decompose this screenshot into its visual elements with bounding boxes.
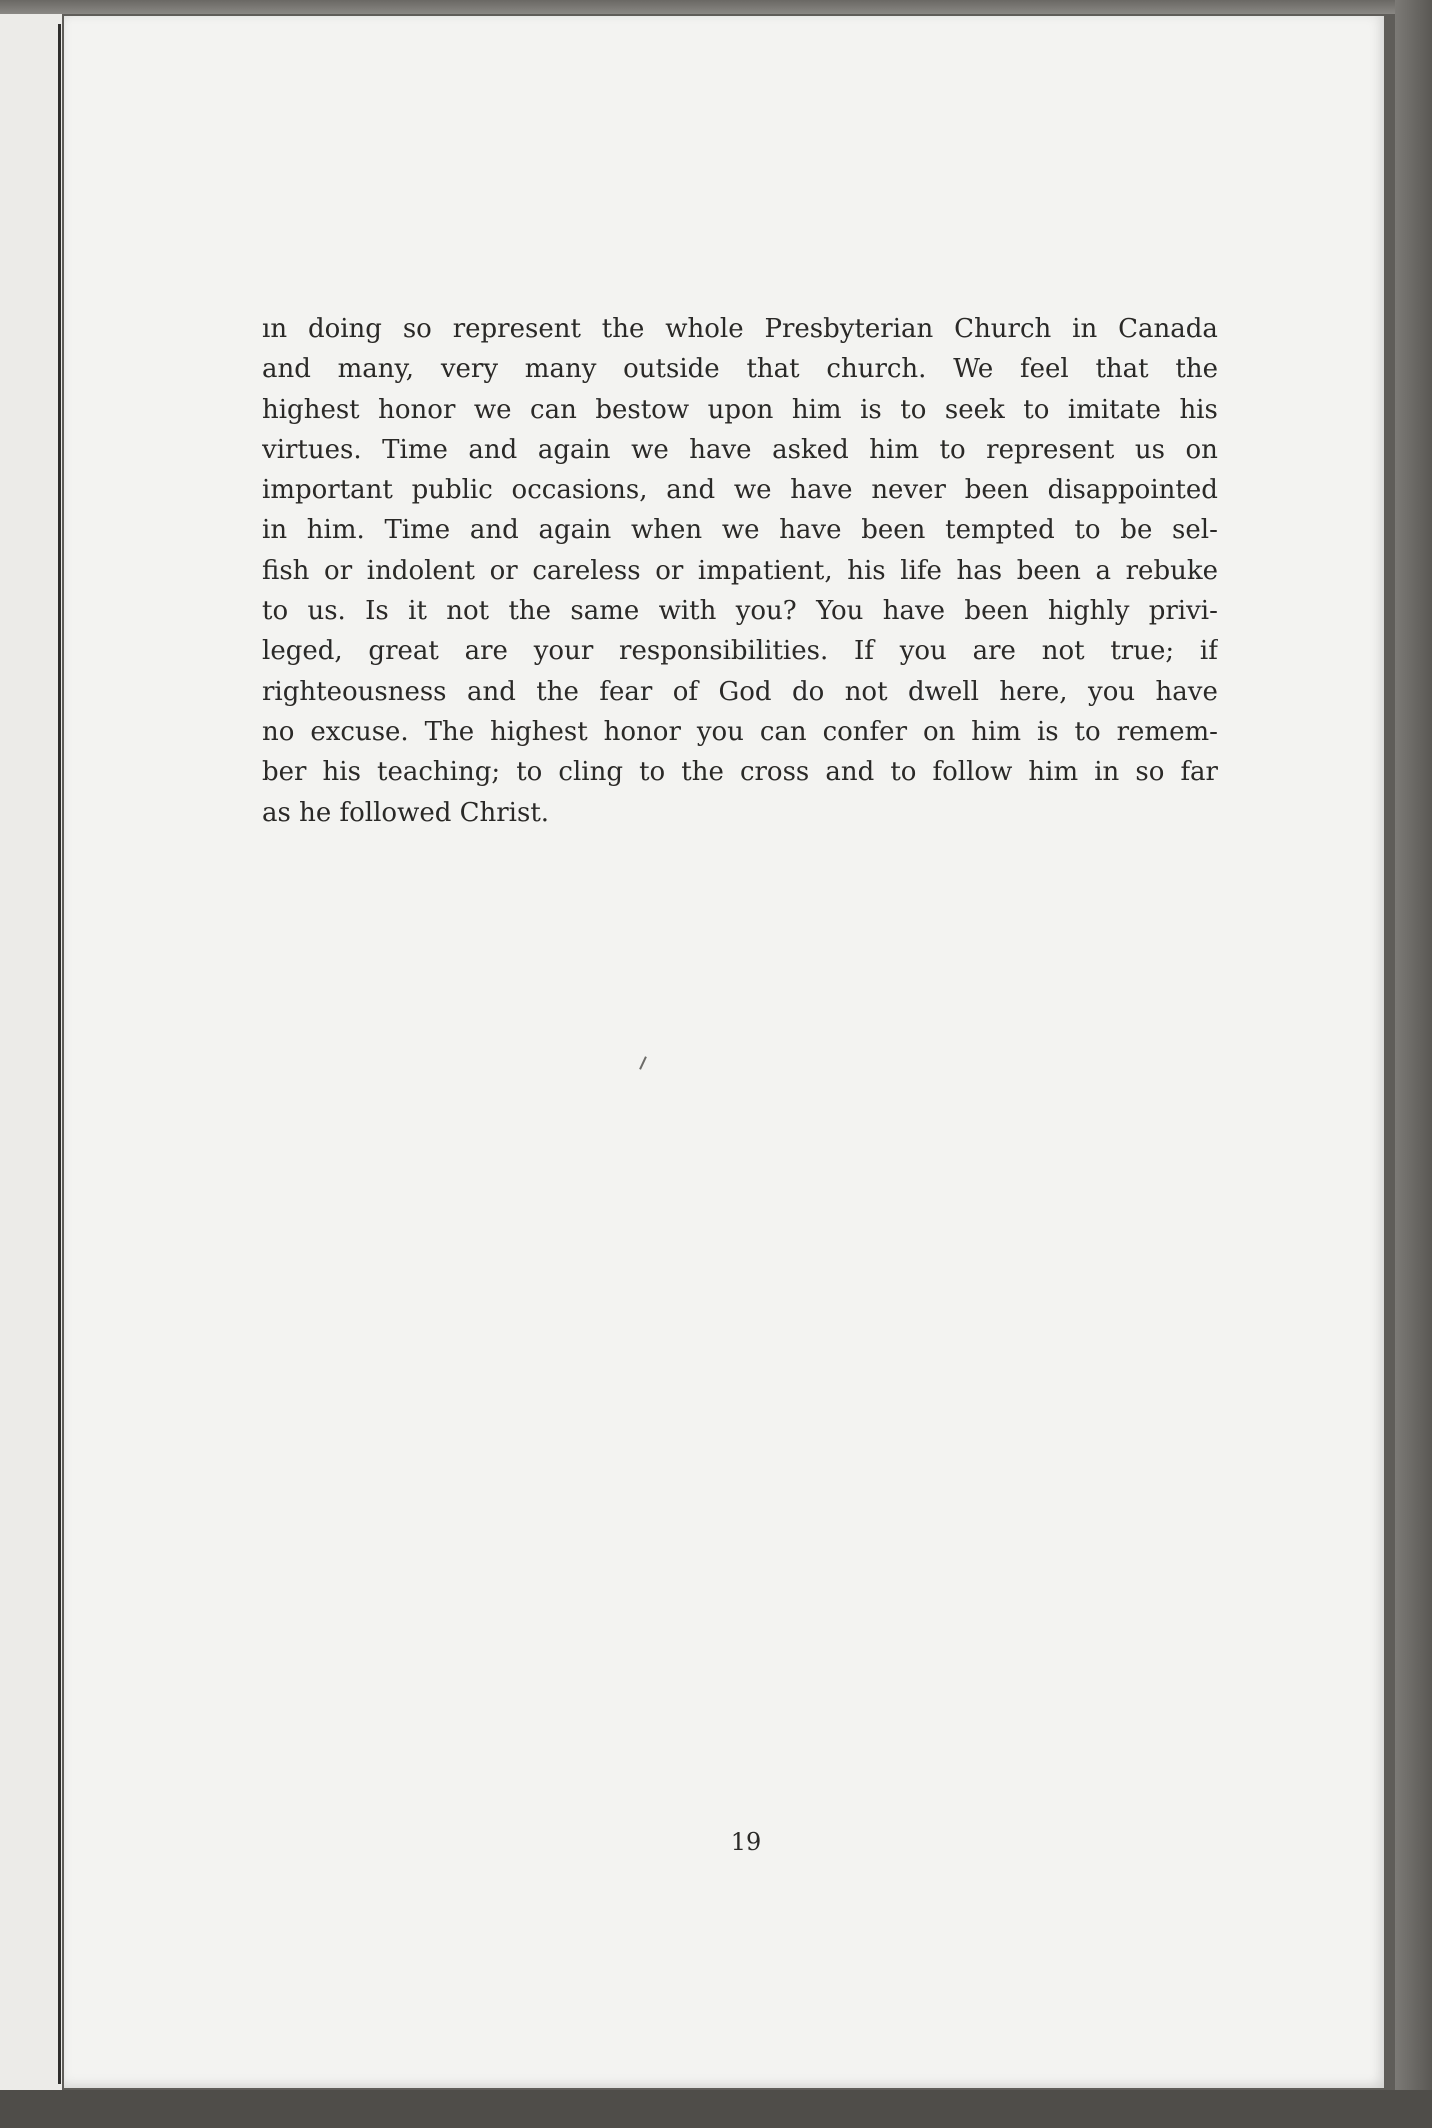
word: doing <box>307 314 382 344</box>
word: him <box>869 434 919 465</box>
word: highly <box>1047 596 1130 627</box>
word: us. <box>307 596 346 627</box>
scan-background-bottom <box>0 2090 1432 2128</box>
word: teaching; <box>377 757 501 788</box>
word: to <box>1074 716 1101 747</box>
word: you? <box>735 596 797 627</box>
word: represent <box>452 314 581 344</box>
word: his <box>847 555 886 586</box>
word: and <box>469 515 519 546</box>
word: we <box>473 394 512 425</box>
text-line <box>262 631 1218 671</box>
word: excuse. <box>310 716 409 747</box>
word: is <box>1036 716 1059 747</box>
word: you <box>696 716 744 747</box>
word: it <box>408 596 427 627</box>
word: to <box>1023 394 1050 425</box>
word: him <box>1028 757 1079 788</box>
word: and <box>262 354 311 385</box>
word: Time <box>384 515 451 546</box>
word: public <box>411 475 493 506</box>
word: You <box>816 596 864 627</box>
body-paragraph <box>262 309 1218 833</box>
word: bestow <box>595 394 690 425</box>
word: a <box>1095 555 1112 586</box>
word: true; <box>1110 636 1175 667</box>
word: on <box>922 716 956 747</box>
word: ın <box>262 314 288 344</box>
word: the <box>681 757 724 788</box>
word: to <box>1074 515 1101 546</box>
word: Is <box>365 596 389 627</box>
word: very <box>440 354 499 385</box>
word: to <box>900 394 927 425</box>
word: in <box>1094 757 1120 788</box>
word: If <box>854 636 874 667</box>
word: cross <box>739 757 810 788</box>
word: Time <box>382 434 448 465</box>
word: can <box>759 716 807 747</box>
word: you <box>899 636 947 667</box>
word: dwell <box>907 676 979 707</box>
word: honor <box>603 716 681 747</box>
word: we <box>721 515 760 546</box>
word: feel <box>1019 354 1069 385</box>
word: the <box>601 314 645 344</box>
word: of <box>672 676 698 707</box>
word: us <box>1134 434 1165 465</box>
word: asked <box>772 434 849 465</box>
text-line <box>262 712 1218 752</box>
word: impatient, <box>697 555 833 586</box>
word: has <box>956 555 1003 586</box>
word: follow <box>932 757 1013 788</box>
text-line <box>262 752 1218 792</box>
word: have <box>689 434 752 465</box>
word: when <box>630 515 703 546</box>
word: remem- <box>1116 716 1218 747</box>
word: indolent <box>366 555 476 586</box>
word: in <box>1072 314 1098 344</box>
word: to <box>890 757 917 788</box>
word: rebuke <box>1125 555 1218 586</box>
word: to <box>262 596 289 627</box>
word: fear <box>599 676 653 707</box>
word: not <box>446 596 490 627</box>
word: leged, <box>262 636 343 667</box>
word: have <box>779 515 842 546</box>
word: to <box>939 434 966 465</box>
word: so <box>402 314 432 344</box>
word: to <box>639 757 666 788</box>
word: that <box>1095 354 1149 385</box>
word: him <box>971 716 1021 747</box>
ink-speck <box>639 1056 647 1070</box>
word: tempted <box>945 515 1055 546</box>
word: whole <box>665 314 744 344</box>
word: imitate <box>1067 394 1161 425</box>
text-line: as he followed Christ. <box>262 797 550 828</box>
word: fish <box>262 555 310 586</box>
text-line <box>262 672 1218 712</box>
word: disappointed <box>1047 475 1218 506</box>
word: his <box>1179 394 1218 425</box>
page-number: 19 <box>730 1828 762 1856</box>
word: with <box>658 596 717 627</box>
word: if <box>1199 636 1218 667</box>
word: many <box>524 354 597 385</box>
word: We <box>953 354 994 385</box>
word: and <box>468 434 518 465</box>
text-line <box>262 430 1218 470</box>
text-line <box>262 591 1218 631</box>
word: virtues. <box>262 434 362 465</box>
word: never <box>871 475 946 506</box>
word: and <box>466 676 516 707</box>
word: be <box>1120 515 1153 546</box>
word: sel- <box>1172 515 1218 546</box>
facing-page-edge <box>0 14 62 2090</box>
word: Presbyterian <box>764 314 934 344</box>
word: careless <box>532 555 641 586</box>
word: Church <box>954 314 1052 344</box>
word: again <box>537 434 611 465</box>
word: same <box>570 596 640 627</box>
word: God <box>718 676 772 707</box>
word: been <box>861 515 926 546</box>
word: been <box>964 475 1029 506</box>
word: or <box>655 555 684 586</box>
word: you <box>1088 676 1136 707</box>
word: are <box>464 636 508 667</box>
word: we <box>631 434 669 465</box>
scan-background-right <box>1395 0 1432 2128</box>
word: church. <box>826 354 927 385</box>
text-line <box>262 510 1218 550</box>
word: responsibilities. <box>619 636 829 667</box>
word: honor <box>378 394 456 425</box>
word: righteousness <box>262 676 447 707</box>
word: outside <box>623 354 720 385</box>
word: and <box>666 475 716 506</box>
word: the <box>536 676 579 707</box>
word: important <box>262 475 393 506</box>
word: do <box>791 676 825 707</box>
word: are <box>972 636 1016 667</box>
word: and <box>825 757 875 788</box>
word: ber <box>262 757 307 788</box>
text-line <box>262 470 1218 510</box>
word: not <box>844 676 888 707</box>
word: have <box>882 596 946 627</box>
word: to <box>516 757 543 788</box>
word: great <box>368 636 439 667</box>
text-line <box>262 349 1218 389</box>
word: him. <box>306 515 365 546</box>
word: his <box>322 757 361 788</box>
word: the <box>508 596 552 627</box>
word: your <box>533 636 594 667</box>
word: confer <box>822 716 907 747</box>
word: far <box>1180 757 1218 788</box>
word: highest <box>262 394 360 425</box>
word: no <box>262 716 295 747</box>
word: here, <box>999 676 1068 707</box>
word: highest <box>490 716 588 747</box>
word: that <box>746 354 800 385</box>
word: so <box>1135 757 1165 788</box>
word: can <box>530 394 577 425</box>
word: privi- <box>1148 596 1218 627</box>
word: is <box>860 394 882 425</box>
text-line <box>262 551 1218 591</box>
word: again <box>538 515 612 546</box>
word: on <box>1185 434 1218 465</box>
word: him <box>791 394 842 425</box>
word: not <box>1041 636 1085 667</box>
word: have <box>790 475 853 506</box>
word: many, <box>337 354 415 385</box>
word: been <box>964 596 1029 627</box>
word: in <box>262 515 288 546</box>
word: occasions, <box>511 475 648 506</box>
word: life <box>900 555 942 586</box>
word: seek <box>944 394 1005 425</box>
word: have <box>1155 676 1218 707</box>
word: or <box>324 555 353 586</box>
word: The <box>424 716 475 747</box>
word: or <box>489 555 518 586</box>
scan-background-top <box>0 0 1432 14</box>
word: been <box>1016 555 1081 586</box>
word: Canada <box>1118 314 1218 344</box>
text-line <box>262 390 1218 430</box>
word: cling <box>558 757 623 788</box>
word: we <box>733 475 772 506</box>
word: the <box>1175 354 1218 385</box>
text-line <box>262 309 1218 349</box>
word: upon <box>707 394 774 425</box>
binding-edge <box>58 24 61 2084</box>
word: represent <box>986 434 1115 465</box>
